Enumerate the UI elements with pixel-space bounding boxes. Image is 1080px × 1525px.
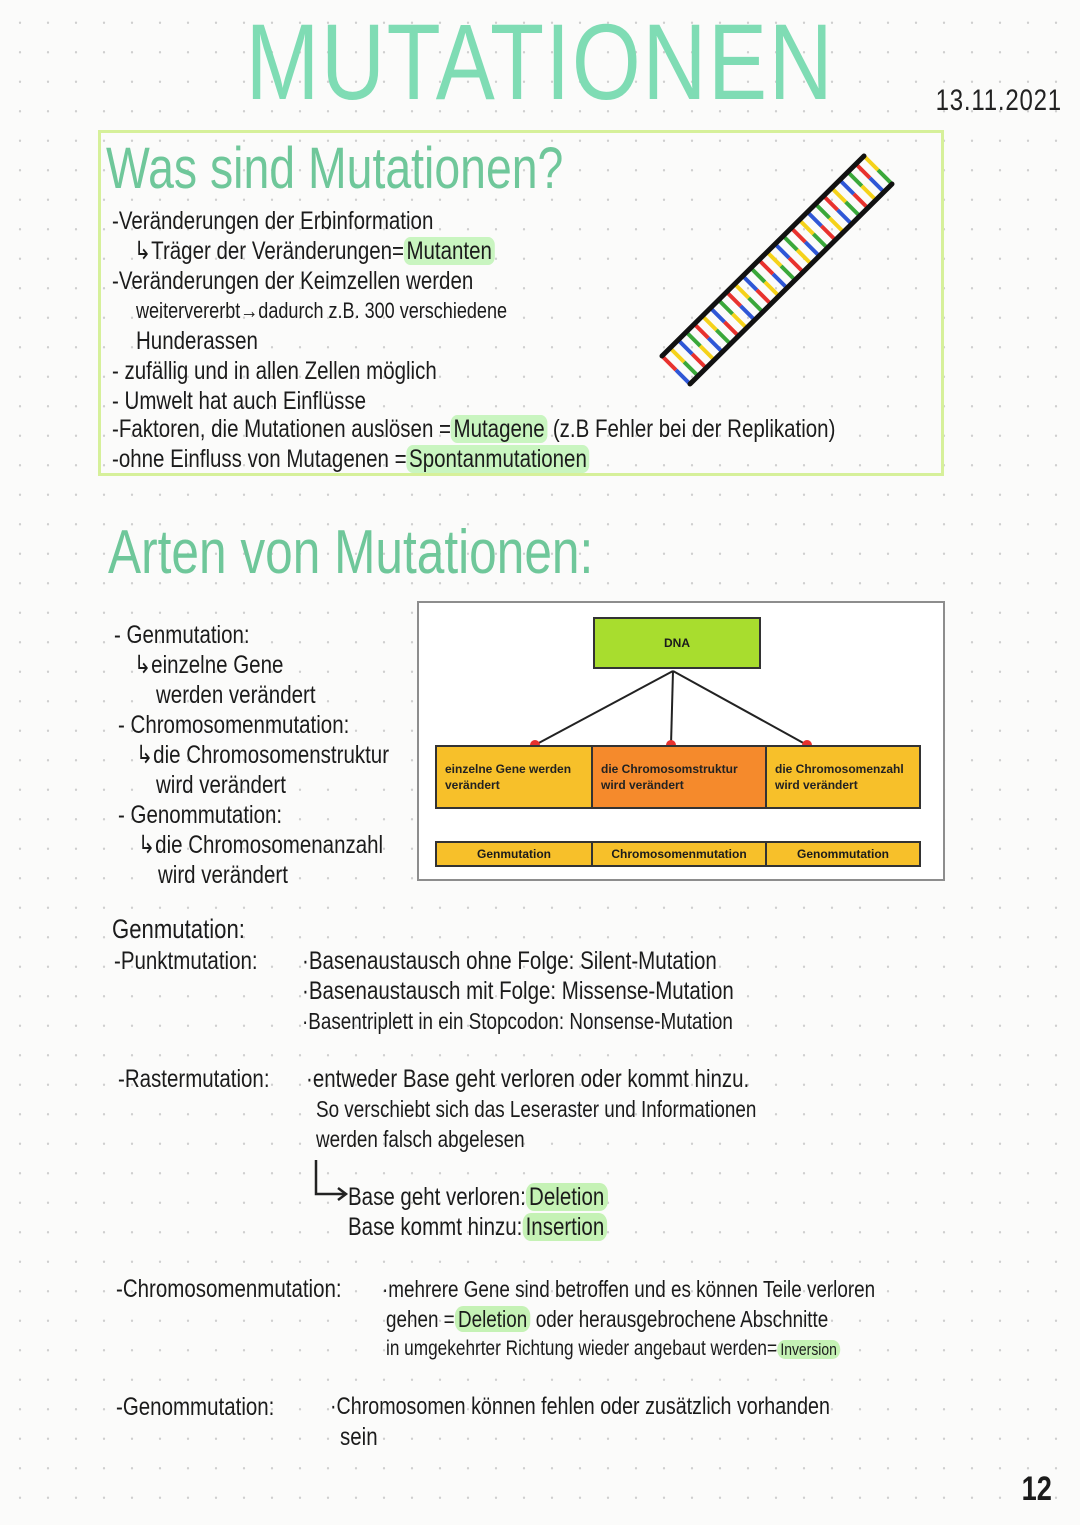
highlight-mutanten: Mutanten bbox=[404, 237, 494, 265]
arrow-corner-icon bbox=[312, 1158, 352, 1206]
raster-line: So verschiebt sich das Leseraster und Informationen bbox=[316, 1096, 757, 1122]
chromo-line: in umgekehrter Richtung wieder angebaut werden= Inversion bbox=[386, 1334, 840, 1365]
line: - Umwelt hat auch Einflüsse bbox=[112, 387, 367, 415]
highlight-inversion: Inversion bbox=[777, 1340, 840, 1359]
highlight-chromo-deletion: Deletion bbox=[455, 1306, 531, 1332]
chromo-line: gehen = Deletion oder herausgebrochene Abschnitte bbox=[386, 1306, 829, 1332]
highlight-deletion: Deletion bbox=[526, 1183, 608, 1211]
highlight-spontan: Spontanmutationen bbox=[407, 445, 590, 473]
punkt-item: ·Basenaustausch mit Folge: Missense-Mutation bbox=[302, 977, 734, 1005]
highlight-mutagene: Mutagene bbox=[451, 415, 547, 443]
list-item: ↳einzelne Gene bbox=[134, 651, 284, 679]
dna-helix-icon bbox=[650, 148, 900, 398]
type-box-genommutation: Genommutation bbox=[765, 841, 921, 867]
raster-label: -Rastermutation: bbox=[118, 1065, 270, 1093]
category-box-zahl: die Chromosomenzahl wird verändert bbox=[765, 745, 921, 809]
punkt-item: ·Basenaustausch ohne Folge: Silent-Mutation bbox=[302, 947, 717, 975]
list-item: wird verändert bbox=[158, 861, 288, 889]
list-item: wird verändert bbox=[156, 771, 286, 799]
raster-line: ·entweder Base geht verloren oder kommt hinzu. bbox=[306, 1065, 750, 1093]
line: Hunderassen bbox=[136, 327, 258, 355]
line: weitervererbt→dadurch z.B. 300 verschiedene bbox=[136, 298, 508, 323]
section-heading-was-sind: Was sind Mutationen? bbox=[106, 136, 564, 201]
chromo-label: -Chromosomenmutation: bbox=[116, 1275, 342, 1303]
line: -ohne Einfluss von Mutagenen =Spontanmutationen bbox=[112, 444, 589, 474]
dna-root-node: DNA bbox=[593, 617, 761, 669]
type-box-chromosomenmutation: Chromosomenmutation bbox=[591, 841, 767, 867]
list-item: - Genmutation: bbox=[114, 621, 250, 649]
genmutation-heading: Genmutation: bbox=[112, 914, 245, 944]
genom-line: ·Chromosomen können fehlen oder zusätzlich vorhanden bbox=[330, 1393, 830, 1420]
category-box-struktur: die Chromosomstruktur wird verändert bbox=[591, 745, 767, 809]
chromo-line: ·mehrere Gene sind betroffen und es können Teile verloren bbox=[382, 1276, 876, 1302]
raster-line: werden falsch abgelesen bbox=[316, 1126, 525, 1152]
highlight-insertion: Insertion bbox=[522, 1213, 607, 1241]
section-heading-arten: Arten von Mutationen: bbox=[108, 518, 594, 587]
list-item: ↳die Chromosomenstruktur bbox=[136, 741, 390, 769]
page-title: MUTATIONEN bbox=[245, 1, 835, 122]
list-item: ↳die Chromosomenanzahl bbox=[138, 831, 384, 859]
list-item: - Chromosomenmutation: bbox=[118, 711, 350, 739]
punkt-item: ·Basentriplett in ein Stopcodon: Nonsense-Mutation bbox=[302, 1008, 733, 1034]
genom-label: -Genommutation: bbox=[116, 1393, 275, 1421]
category-box-gene: einzelne Gene werden verändert bbox=[435, 745, 593, 809]
line: -Veränderungen der Erbinformation bbox=[112, 207, 434, 235]
genom-line: sein bbox=[340, 1423, 378, 1451]
raster-deletion: Base geht verloren: Deletion bbox=[348, 1182, 608, 1212]
punkt-label: -Punktmutation: bbox=[114, 947, 258, 975]
page-number: 12 bbox=[1021, 1470, 1052, 1508]
raster-insertion: Base kommt hinzu: Insertion bbox=[348, 1212, 608, 1242]
line: -Faktoren, die Mutationen auslösen =Mutagene (z.B Fehler bei der Replikation) bbox=[112, 415, 836, 443]
list-item: werden verändert bbox=[156, 681, 316, 709]
list-item: - Genommutation: bbox=[118, 801, 283, 829]
line: - zufällig und in allen Zellen möglich bbox=[112, 357, 437, 385]
line: ↳Träger der Veränderungen=Mutanten bbox=[134, 236, 494, 266]
type-box-genmutation: Genmutation bbox=[435, 841, 593, 867]
date: 13.11.2021 bbox=[935, 84, 1062, 117]
mutation-types-diagram bbox=[417, 601, 945, 881]
line: -Veränderungen der Keimzellen werden bbox=[112, 267, 474, 295]
